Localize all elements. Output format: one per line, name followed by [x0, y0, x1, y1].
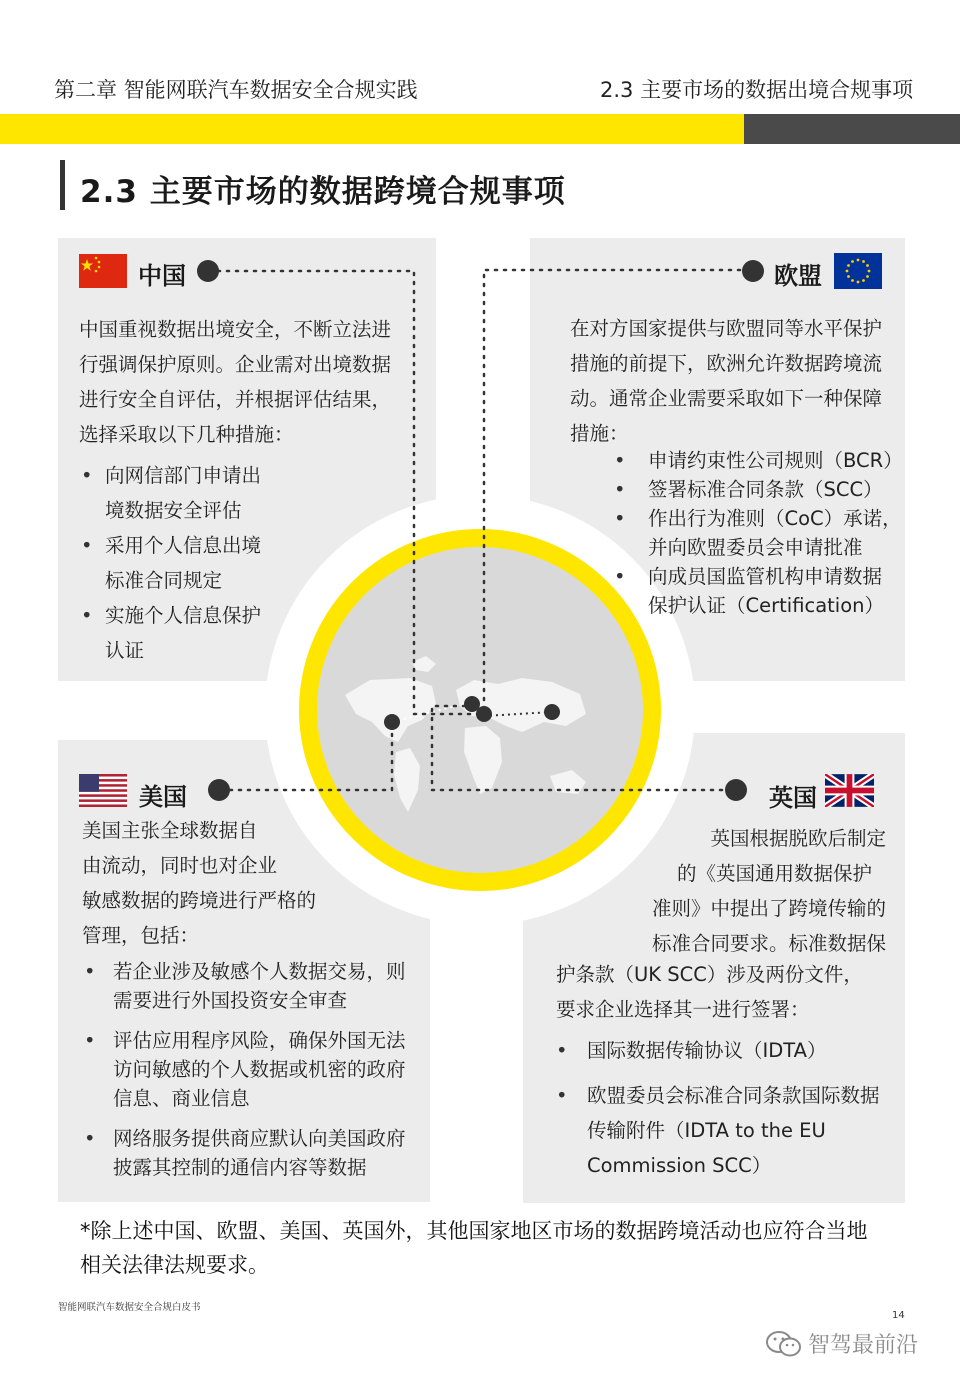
china-label: 中国	[138, 262, 186, 290]
list-item: • 网络服务提供商应默认向美国政府 披露其控制的通信内容等数据	[84, 1127, 406, 1179]
page-number: 14	[892, 1310, 905, 1321]
document-name: 智能网联汽车数据安全合规白皮书	[58, 1302, 201, 1313]
footnote: *除上述中国、欧盟、美国、英国外，其他国家地区市场的数据跨境活动也应符合当地 相关法律法规要求。	[80, 1219, 868, 1277]
us-label: 美国	[139, 783, 187, 811]
wechat-icon	[766, 1330, 802, 1358]
uk-measures-list	[556, 1033, 891, 1183]
list-item: • 申请约束性公司规则（BCR）	[614, 449, 903, 472]
us-flag-icon	[79, 774, 127, 807]
list-item: • 国际数据传输协议（IDTA）	[556, 1039, 827, 1062]
list-item: • 欧盟委员会标准合同条款国际数据 传输附件（IDTA to the EU Commission SCC）	[556, 1084, 880, 1177]
china-flag-icon	[79, 254, 127, 288]
chapter-title: 第二章 智能网联汽车数据安全合规实践	[54, 78, 418, 102]
china-intro-line: 选择采取以下几种措施：	[79, 423, 294, 446]
china-connector-dot	[197, 260, 219, 282]
us-measures-list	[82, 957, 422, 1182]
page-title: 2.3 主要市场的数据跨境合规事项	[80, 174, 566, 210]
section-title: 2.3 主要市场的数据出境合规事项	[600, 78, 914, 102]
eu-label: 欧盟	[774, 262, 822, 290]
list-item: • 作出行为准则（CoC）承诺， 并向欧盟委员会申请批准	[614, 507, 902, 559]
watermark	[766, 1328, 918, 1359]
uk-intro-bottom: 护条款（UK SCC）涉及两份文件， 要求企业选择其一进行签署：	[556, 963, 863, 1021]
list-item: • 实施个人信息保护 认证	[81, 604, 262, 662]
us-connector-dot	[208, 779, 230, 801]
list-item: • 采用个人信息出境 标准合同规定	[81, 534, 262, 592]
uk-intro-top: 英国根据脱欧后制定 的《英国通用数据保护 准则》中提出了跨境传输的 标准合同要求。标准数据保	[651, 827, 886, 955]
list-item: • 若企业涉及敏感个人数据交易，则 需要进行外国投资安全审查	[84, 960, 406, 1012]
list-item: • 向网信部门申请出 境数据安全评估	[81, 464, 262, 522]
china-intro-line: 行强调保护原则。企业需对出境数据	[79, 353, 392, 376]
us-intro: 美国主张全球数据自 由流动，同时也对企业 敏感数据的跨境进行严格的 管理，包括：	[82, 819, 317, 947]
eu-measures-list	[612, 446, 902, 620]
watermark-text: 智驾最前沿	[808, 1333, 919, 1358]
list-item: • 向成员国监管机构申请数据 保护认证（Certification）	[614, 565, 884, 617]
uk-label: 英国	[769, 784, 817, 812]
china-measures-list	[79, 458, 299, 668]
china-intro-line: 中国重视数据出境安全，不断立法进	[79, 318, 392, 341]
uk-connector-dot	[725, 779, 747, 801]
list-item: • 签署标准合同条款（SCC）	[614, 478, 883, 501]
china-intro-line: 进行安全自评估，并根据评估结果，	[79, 388, 392, 411]
eu-intro: 在对方国家提供与欧盟同等水平保护 措施的前提下，欧洲允许数据跨境流 动。通常企业需要采取如下一种保障 措施：	[570, 317, 883, 445]
eu-connector-dot	[742, 260, 764, 282]
china-intro	[79, 312, 419, 452]
uk-flag-icon	[825, 774, 874, 807]
eu-flag-icon	[834, 253, 882, 289]
list-item: • 评估应用程序风险，确保外国无法 访问敏感的个人数据或机密的政府 信息、商业信息	[84, 1029, 406, 1110]
